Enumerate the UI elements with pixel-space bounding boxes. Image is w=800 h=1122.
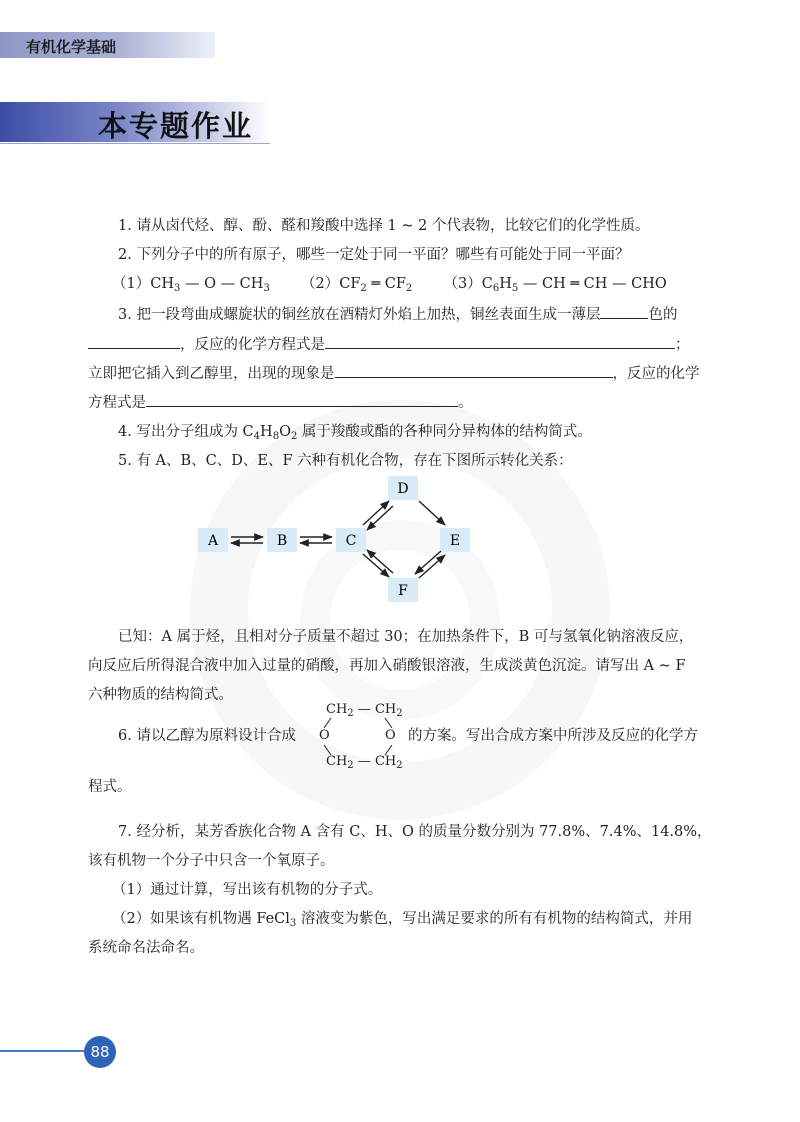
dioxane-bonds: [318, 714, 398, 760]
q4-sub3: 2: [290, 431, 298, 442]
question-3-line4: [88, 392, 473, 413]
question-5: 5. 有 A、B、C、D、E、F 六种有机化合物，存在下图所示转化关系：: [118, 453, 573, 469]
conversion-diagram: [195, 470, 485, 608]
dioxane-bot-a: CH: [326, 754, 348, 769]
q3-blank-equation1: [325, 334, 675, 349]
dioxane-top-dash: —: [357, 702, 371, 717]
q2-item3-b: H: [499, 276, 512, 292]
question-6-text-a: 6. 请以乙醇为原料设计合成: [118, 728, 296, 744]
question-7-line2: 该有机物一个分子中只含一个氧原子。: [88, 853, 335, 869]
q2-item2-label: （2）: [301, 276, 340, 292]
q7-p2-a: （2）如果该有机物遇 FeCl: [112, 911, 290, 927]
running-header-title: 有机化学基础: [26, 38, 117, 56]
q2-item3-c: — CH ═ CH — CHO: [518, 276, 667, 292]
question-7-part1: （1）通过计算，写出该有机物的分子式。: [112, 882, 383, 898]
page-number: 88: [84, 1036, 116, 1068]
q2-item3-label: （3）: [443, 276, 482, 292]
q7-p2-b: 溶液变为紫色，写出满足要求的所有有机物的结构简式，并用: [296, 911, 693, 927]
node-c: C: [345, 533, 357, 549]
node-b: B: [276, 533, 288, 549]
q3-line3-text: 立即把它插入到乙醇里，出现的现象是: [88, 366, 335, 382]
q2-item1-b: — O — CH: [180, 276, 264, 292]
q3-blank-phenomenon: [335, 363, 613, 378]
dioxane-top-b-sub: 2: [396, 708, 403, 719]
q2-item1-label: （1）: [112, 276, 151, 292]
q2-item2-a-sub: 2: [360, 283, 367, 294]
question-1: 1. 请从卤代烃、醇、酚、醛和羧酸中选择 1 ~ 2 个代表物，比较它们的化学性质。: [118, 218, 650, 234]
question-3-line2: [88, 334, 690, 355]
q4-d: 属于羧酸或酯的各种同分异构体的结构简式。: [297, 424, 592, 440]
question-7-part2: [112, 909, 692, 934]
question-7-line1: 7. 经分析，某芳香族化合物 A 含有 C、H、O 的质量分数分别为 77.8%、7.4%、14.8%，: [118, 824, 712, 840]
q3-line3-end: ，反应的化学: [612, 366, 700, 382]
question-5-known-line3: 六种物质的结构简式。: [88, 687, 233, 703]
q3-blank-product: [88, 334, 180, 349]
footer-rule: [0, 1050, 84, 1052]
dioxane-top-a-sub: 2: [347, 708, 354, 719]
q2-item2-b: ═ CF: [366, 276, 406, 292]
node-a: A: [207, 533, 219, 549]
question-6-text-b: 的方案。写出合成方案中所涉及反应的化学方: [408, 728, 698, 744]
q2-item1-b-sub: 3: [263, 283, 270, 294]
q7-p2-sub: 3: [289, 918, 297, 929]
q2-item2-a: CF: [339, 276, 361, 292]
dioxane-bot-b: CH: [374, 754, 397, 769]
question-2: 2. 下列分子中的所有原子，哪些一定处于同一平面？哪些有可能处于同一平面？: [118, 247, 630, 263]
node-f: F: [398, 583, 408, 599]
q2-item1-a-sub: 3: [173, 283, 181, 294]
question-5-known-line2: 向反应后所得混合液中加入过量的硝酸，再加入硝酸银溶液，生成淡黄色沉淀。请写出 A ~ F: [88, 658, 686, 674]
q2-item1-a: CH: [150, 276, 174, 292]
q3-line1-end: 色的: [648, 307, 678, 323]
q4-c: O: [279, 424, 291, 440]
q4-a: 4. 写出分子组成为 C: [118, 424, 254, 440]
arrow-d-to-e: [419, 501, 445, 525]
node-d: D: [397, 481, 409, 497]
q3-line1-text: 3. 把一段弯曲成螺旋状的铜丝放在酒精灯外焰上加热，铜丝表面生成一薄层: [118, 307, 601, 323]
question-3-line1: [118, 304, 677, 325]
question-3-line3: [88, 363, 700, 384]
node-e: E: [449, 533, 461, 549]
q3-line2-text: ，反应的化学方程式是: [180, 337, 325, 353]
q2-item3-a: C: [481, 276, 493, 292]
q2-item2-b-sub: 2: [405, 283, 413, 294]
q4-sub2: 8: [272, 431, 280, 442]
dioxane-o-left: O: [319, 728, 330, 743]
q3-line4-end: 。: [458, 395, 473, 411]
dioxane-bot-b-sub: 2: [396, 760, 403, 771]
q2-item3-a-sub: 6: [492, 283, 500, 294]
q3-blank-equation2: [146, 392, 458, 407]
dioxane-o-right: O: [385, 728, 396, 743]
question-4: [118, 422, 592, 447]
page-title: 本专题作业: [98, 109, 254, 143]
q3-blank-color: [600, 304, 648, 319]
dioxane-top-a: CH: [326, 702, 348, 717]
q4-sub1: 4: [253, 431, 261, 442]
dioxane-bot-dash: —: [357, 754, 371, 769]
q2-item3-b-sub: 5: [511, 283, 519, 294]
dioxane-bot-a-sub: 2: [347, 760, 354, 771]
question-7-part2-line2: 系统命名法命名。: [88, 940, 204, 956]
q4-b: H: [260, 424, 273, 440]
q3-line4-text: 方程式是: [88, 395, 146, 411]
question-6-text-c: 程式。: [88, 779, 132, 795]
question-2-items: [112, 274, 667, 299]
dioxane-top-b: CH: [374, 702, 397, 717]
question-5-known-line1: 已知：A 属于烃，且相对分子质量不超过 30；在加热条件下，B 可与氢氧化钠溶液反应，: [118, 629, 694, 645]
q3-line2-end: ；: [675, 337, 690, 353]
